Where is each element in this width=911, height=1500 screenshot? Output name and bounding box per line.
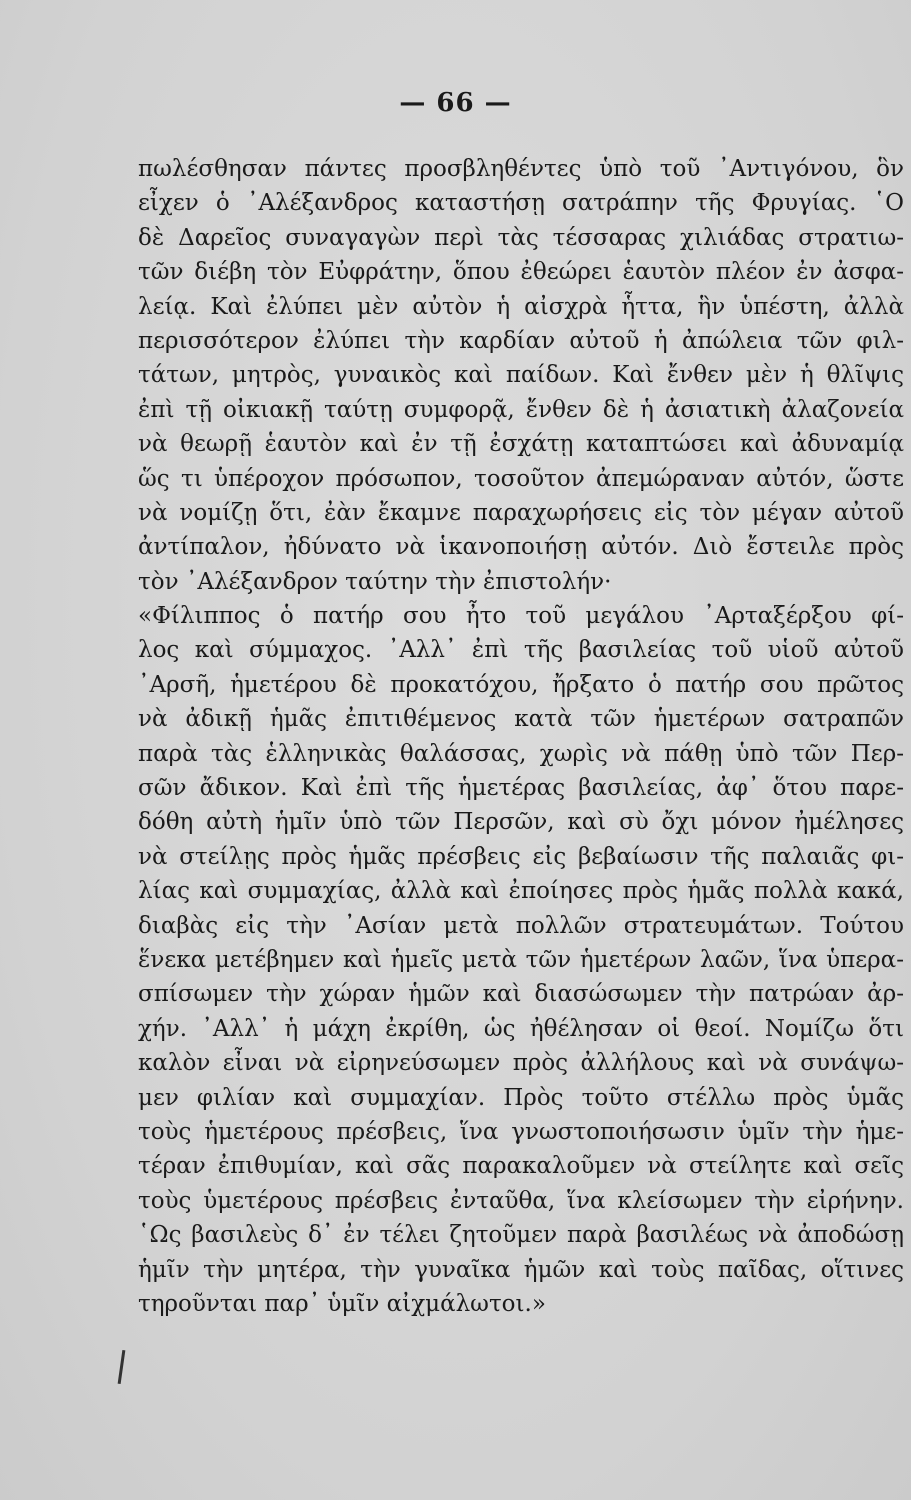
text-line: τοὺς ὑμετέρους πρέσβεις ἐνταῦθα, ἵνα κλείσωμεν τὴν εἰρήνην. (138, 1187, 904, 1214)
text-line: ῾Ως βασιλεὺς δ᾽ ἐν τέλει ζητοῦμεν παρὰ βασιλέως νὰ ἀποδώσῃ (138, 1222, 904, 1249)
text-line: νὰ ἀδικῇ ἡμᾶς ἐπιτιθέμενος κατὰ τῶν ἡμετέρων σατραπῶν (138, 706, 904, 733)
text-line: σπίσωμεν τὴν χώραν ἡμῶν καὶ διασώσωμεν τὴν πατρώαν ἀρ- (138, 981, 904, 1008)
text-line: νὰ θεωρῇ ἑαυτὸν καὶ ἐν τῇ ἐσχάτῃ καταπτώσει καὶ ἀδυναμίᾳ (138, 431, 904, 458)
text-line: λείᾳ. Καὶ ἐλύπει μὲν αὐτὸν ἡ αἰσχρὰ ἧττα, ἣν ὑπέστη, ἀλλὰ (138, 293, 904, 320)
text-line: περισσότερον ἐλύπει τὴν καρδίαν αὐτοῦ ἡ ἀπώλεια τῶν φιλ- (138, 327, 904, 354)
text-line: εἶχεν ὁ ᾿Αλέξανδρος καταστήσῃ σατράπην τῆς Φρυγίας. ῾Ο (138, 190, 904, 217)
text-line: λίας καὶ συμμαχίας, ἀλλὰ καὶ ἐποίησες πρὸς ἡμᾶς πολλὰ κακά, (138, 878, 904, 905)
text-line: δὲ Δαρεῖος συναγαγὼν περὶ τὰς τέσσαρας χιλιάδας στρατιω- (138, 224, 904, 251)
text-line: δόθη αὐτὴ ἡμῖν ὑπὸ τῶν Περσῶν, καὶ σὺ ὄχι μόνον ἠμέλησες (138, 809, 904, 836)
text-line: διαβὰς εἰς τὴν ᾿Ασίαν μετὰ πολλῶν στρατευμάτων. Τούτου (138, 912, 904, 939)
text-line: τέραν ἐπιθυμίαν, καὶ σᾶς παρακαλοῦμεν νὰ στείλητε καὶ σεῖς (138, 1153, 904, 1180)
text-line: καλὸν εἶναι νὰ εἰρηνεύσωμεν πρὸς ἀλλήλους καὶ νὰ συνάψω- (138, 1050, 904, 1077)
text-line: λος καὶ σύμμαχος. ᾿Αλλ᾽ ἐπὶ τῆς βασιλείας τοῦ υἱοῦ αὐτοῦ (138, 637, 904, 664)
text-line: ἕνεκα μετέβημεν καὶ ἡμεῖς μετὰ τῶν ἡμετέρων λαῶν, ἵνα ὑπερα- (138, 946, 904, 973)
text-line: «Φίλιππος ὁ πατήρ σου ἦτο τοῦ μεγάλου ᾿Αρταξέρξου φί- (138, 603, 904, 630)
text-line: σῶν ἄδικον. Καὶ ἐπὶ τῆς ἡμετέρας βασιλείας, ἀφ᾽ ὅτου παρε- (138, 775, 904, 802)
text-line: ὥς τι ὑπέροχον πρόσωπον, τοσοῦτον ἀπεμώραναν αὐτόν, ὥστε (138, 465, 904, 492)
text-line: ἐπὶ τῇ οἰκιακῇ ταύτῃ συμφορᾷ, ἔνθεν δὲ ἡ ἀσιατικὴ ἀλαζονεία (138, 396, 904, 423)
text-line: ἀντίπαλον, ἠδύνατο νὰ ἱκανοποιήσῃ αὐτόν. Διὸ ἔστειλε πρὸς (138, 534, 904, 561)
text-line: τάτων, μητρὸς, γυναικὸς καὶ παίδων. Καὶ ἔνθεν μὲν ἡ θλῖψις (138, 362, 904, 389)
text-line: μεν φιλίαν καὶ συμμαχίαν. Πρὸς τοῦτο στέλλω πρὸς ὑμᾶς (138, 1084, 904, 1111)
text-line: νὰ νομίζῃ ὅτι, ἐὰν ἔκαμνε παραχωρήσεις εἰς τὸν μέγαν αὐτοῦ (138, 499, 904, 526)
text-line: τοὺς ἡμετέρους πρέσβεις, ἵνα γνωστοποιήσωσιν ὑμῖν τὴν ἡμε- (138, 1118, 904, 1145)
text-line: τηροῦνται παρ᾽ ὑμῖν αἰχμάλωτοι.» (138, 1290, 546, 1317)
text-line: νὰ στείλῃς πρὸς ἡμᾶς πρέσβεις εἰς βεβαίωσιν τῆς παλαιᾶς φι- (138, 843, 904, 870)
text-line: πωλέσθησαν πάντες προσβληθέντες ὑπὸ τοῦ ᾿Αντιγόνου, ὃν (138, 156, 904, 182)
body-text (138, 152, 904, 1321)
text-line: παρὰ τὰς ἑλληνικὰς θαλάσσας, χωρὶς νὰ πάθῃ ὑπὸ τῶν Περ- (138, 740, 904, 767)
text-line: χήν. ᾿Αλλ᾽ ἡ μάχη ἐκρίθη, ὡς ἠθέλησαν οἱ θεοί. Νομίζω ὅτι (138, 1015, 904, 1042)
text-line: τὸν ᾿Αλέξανδρον ταύτην τὴν ἐπιστολήν· (138, 568, 612, 595)
text-line: ἡμῖν τὴν μητέρα, τὴν γυναῖκα ἡμῶν καὶ τοὺς παῖδας, οἵτινες (138, 1256, 904, 1283)
text-line: ᾿Αρσῆ, ἡμετέρου δὲ προκατόχου, ἤρξατο ὁ πατήρ σου πρῶτος (138, 671, 904, 698)
page-number: — 66 — (399, 88, 512, 118)
text-line: τῶν διέβη τὸν Εὐφράτην, ὅπου ἐθεώρει ἑαυτὸν πλέον ἐν ἀσφα- (138, 259, 904, 286)
print-mark (118, 1350, 126, 1384)
